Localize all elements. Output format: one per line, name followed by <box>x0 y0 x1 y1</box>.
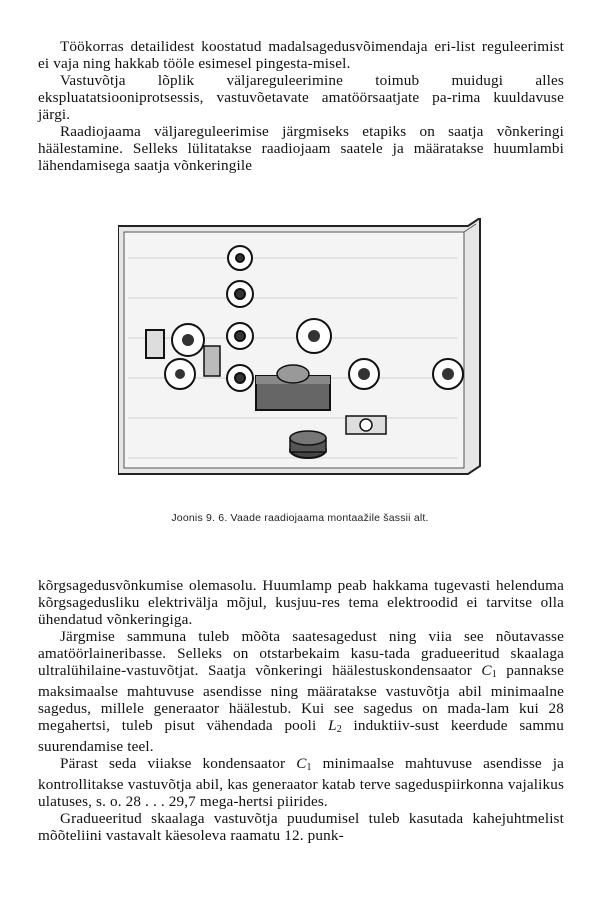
paragraph: kõrgsagedusvõnkumise olemasolu. Huumlamp peab hakkama tugevasti helenduma kõrgsagedusliku elektrivälja mõjul, kusjuu-res tema elektroodid ei tarvitse olla ühendatud võnkeringiga. <box>38 577 564 628</box>
paragraph: Gradueeritud skaalaga vastuvõtja puudumisel tuleb kasutada kahejuhtmelist mõõteliini vastavalt käesoleva raamatu 12. punk- <box>38 810 564 844</box>
subscript: 1 <box>306 762 312 773</box>
paragraph: Raadiojaama väljareguleerimise järgmiseks etapiks on saatja võnkeringi häälestamine. Selleks lülitatakse raadiojaam saatele ja määratakse huumlambi lähendamisega saatja võnkeringile <box>38 123 564 174</box>
paragraph-text: pannakse maksimaalse mahtuvuse asendisse ning määratakse vastuvõtja abil minimaalne sagedus, millele generaator häälestub. Kui see sagedus on mada-lam kui 28 megahertsi, tuleb pisut vähendada pooli <box>38 662 565 734</box>
paragraph <box>38 628 564 755</box>
paragraph-text: induktiiv-sust keerdude sammu suurendamise teel. <box>38 717 564 755</box>
figure-caption: Joonis 9. 6. Vaade raadiojaama montaažile šassii alt. <box>171 512 429 524</box>
chassis-illustration <box>118 218 488 488</box>
symbol: L <box>328 717 337 734</box>
paragraph: Vastuvõtja lõplik väljareguleerimine toimub muidugi alles ekspluatatsiooniprotsessis, vastuvõetavate amatöörsaatjate pa-rima kuuldavuse järgi. <box>38 72 564 123</box>
symbol: C <box>481 662 492 679</box>
subscript: 2 <box>336 724 342 735</box>
bottom-text-block <box>38 577 564 844</box>
paragraph: Töökorras detailidest koostatud madalsagedusvõimendaja eri-list reguleerimist ei vaja ning hakkab tööle esimesel pingesta-misel. <box>38 38 564 72</box>
subscript: 1 <box>491 669 497 680</box>
paragraph-text: Järgmise sammuna tuleb mõõta saatesagedust ning viia see nõutavasse amatöörlaineribasse. Selleks on otstarbekaim kasu-tada gradueeritud skaalaga ultralühilaine-vastuvõtjat. Saatja võnkeringi häälestuskondensaator <box>38 628 564 679</box>
paragraph-text: minimaalse mahtuvuse asendisse ja kontrollitakse vastuvõtja abil, kas generaator katab terve sageduspiirkonna vajalikus ulatuses, s. o. 28 . . . 29,7 mega-hertsi piirides. <box>38 755 564 810</box>
paragraph <box>38 755 564 810</box>
symbol: C <box>296 755 307 772</box>
top-text-block <box>38 38 564 174</box>
paragraph-text: Pärast seda viiakse kondensaator <box>60 755 286 772</box>
